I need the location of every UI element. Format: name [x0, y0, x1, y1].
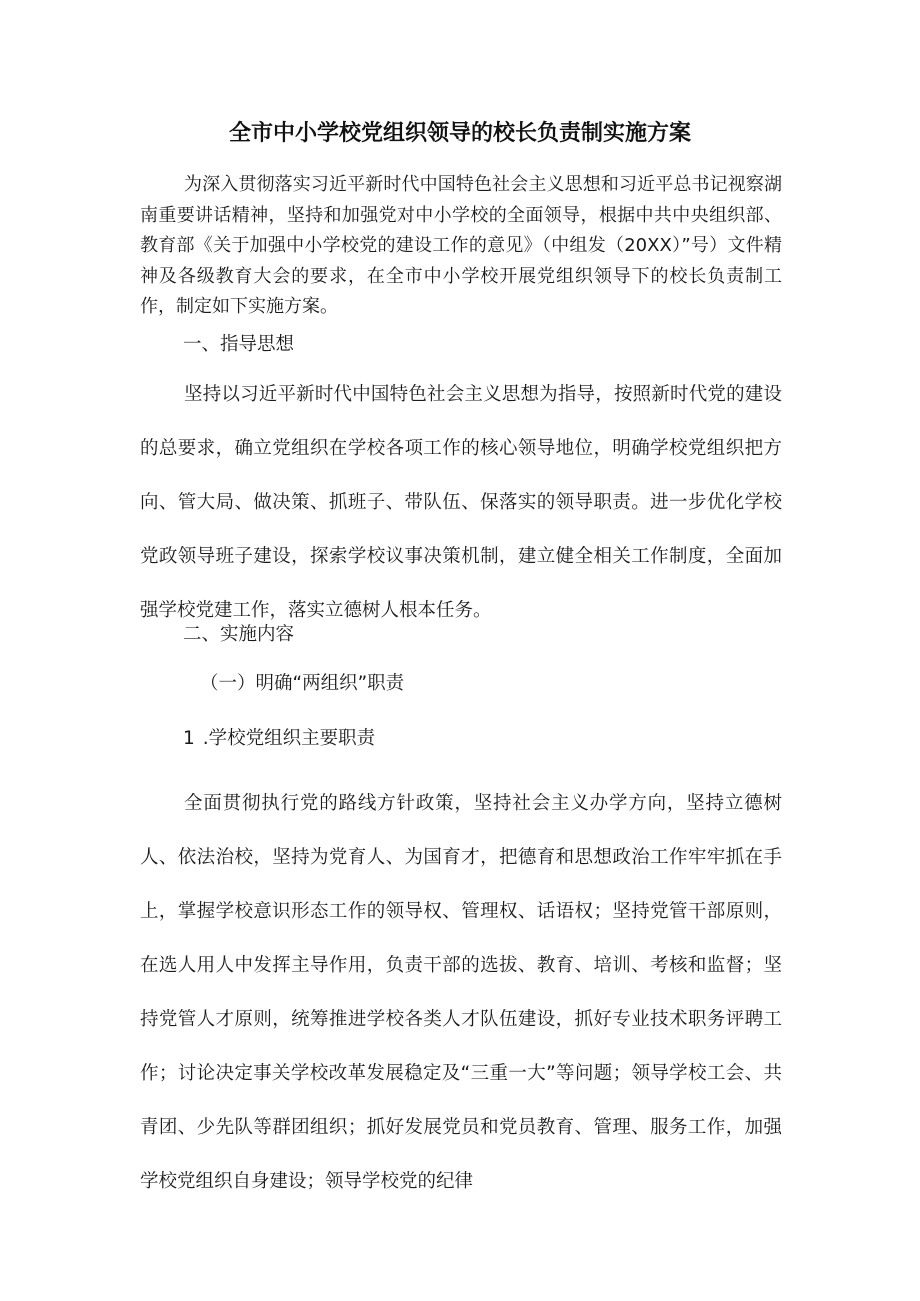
intro-paragraph: 为深入贯彻落实习近平新时代中国特色社会主义思想和习近平总书记视察湖南重要讲话精神，坚持和加强党对中小学校的全面领导，根据中共中央组织部、教育部《关于加强中小学校党的建设工作的意见》（中组发（20XX）”号）文件精神及各级教育大会的要求，在全市中小学校开展党组织领导下的校长负责制工作，制定如下实施方案。 [140, 174, 782, 317]
item-label: .学校党组织主要职责 [202, 728, 376, 749]
section-heading-guiding-ideology: 一、指导思想 [183, 334, 295, 355]
section-body-guiding-ideology: 坚持以习近平新时代中国特色社会主义思想为指导，按照新时代党的建设的总要求，确立党组织在学校各项工作的核心领导地位，明确学校党组织把方向、管大局、做决策、抓班子、带队伍、保落实的领导职责。进一步优化学校党政领导班子建设，探索学校议事决策机制，建立健全相关工作制度，全面加强学校党建工作，落实立德树人根本任务。 [140, 384, 782, 621]
document-title: 全市中小学校党组织领导的校长负责制实施方案 [228, 121, 691, 146]
item-body-party-duties: 全面贯彻执行党的路线方针政策，坚持社会主义办学方向，坚持立德树人、依法治校，坚持为党育人、为国育才，把德育和思想政治工作牢牢抓在手上，掌握学校意识形态工作的领导权、管理权、话语权；坚持党管干部原则，在选人用人中发挥主导作用，负责干部的选拔、教育、培训、考核和监督；坚持党管人才原则，统筹推进学校各类人才队伍建设，抓好专业技术职务评聘工作；讨论决定事关学校改革发展稳定及“三重一大”等问题；领导学校工会、共青团、少先队等群团组织；抓好发展党员和党员教育、管理、服务工作，加强学校党组织自身建设；领导学校党的纪律 [140, 793, 782, 1192]
item-number: 1 [183, 728, 195, 749]
subsection-heading-responsibilities: （一）明确“两组织”职责 [200, 673, 405, 694]
numbered-item-heading [183, 725, 375, 753]
section-heading-implementation: 二、实施内容 [183, 624, 295, 645]
